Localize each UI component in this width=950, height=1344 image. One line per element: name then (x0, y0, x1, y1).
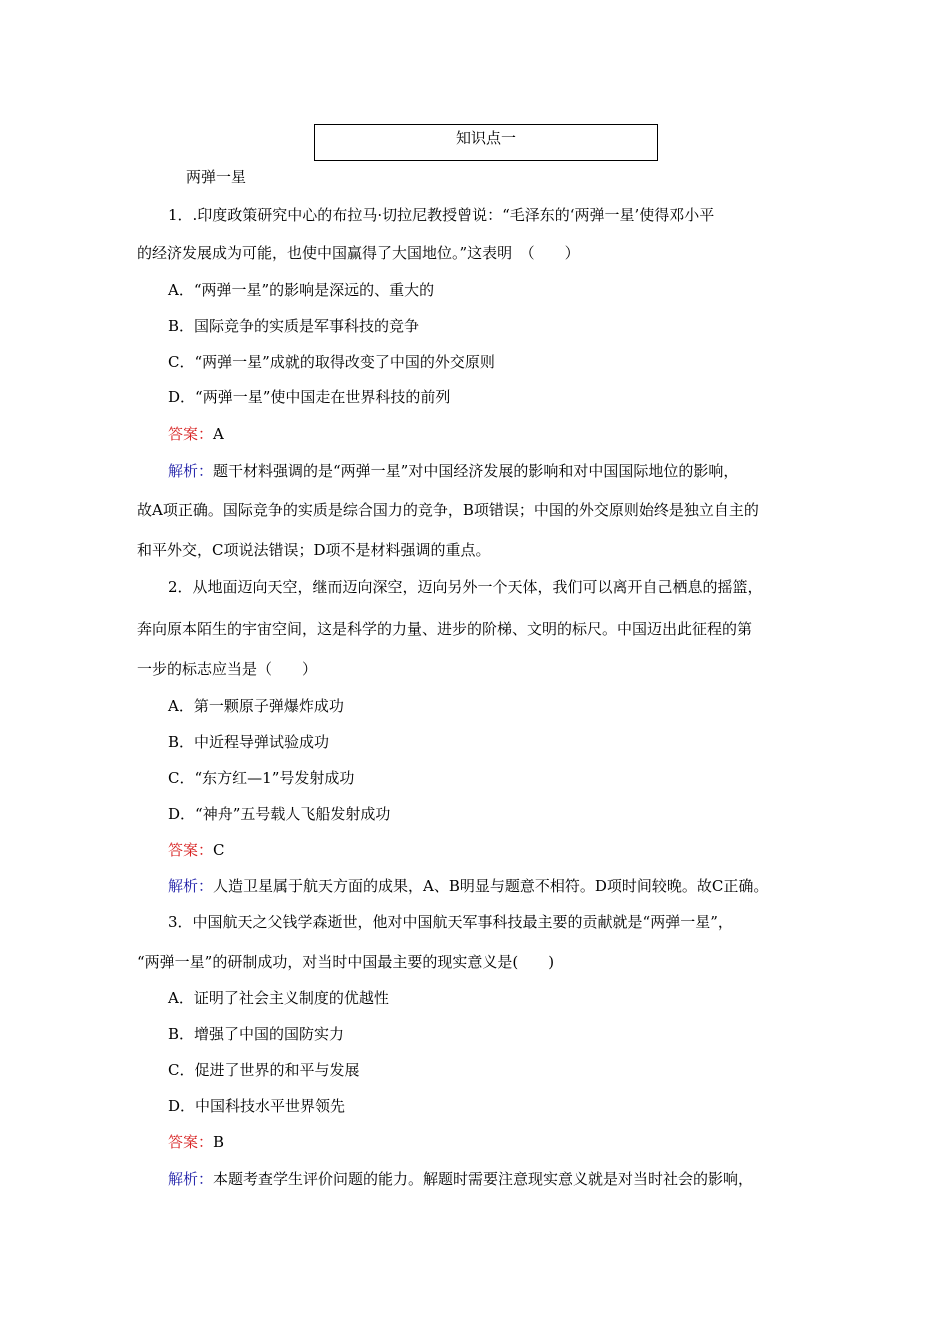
q2-answer-label: 答案： (168, 841, 214, 859)
q3-answer (168, 1132, 224, 1152)
q3-option-a: A．证明了社会主义制度的优越性 (168, 989, 389, 1007)
q1-answer-label: 答案： (168, 425, 214, 443)
q3-option-b: B．增强了中国的国防实力 (168, 1025, 345, 1043)
q3-option-c: C．促进了世界的和平与发展 (168, 1061, 360, 1079)
q2-analysis-label: 解析： (168, 877, 214, 895)
q3-stem-line-2: “两弹一星”的研制成功，对当时中国最主要的现实意义是( ) (137, 953, 555, 971)
knowledge-point-title: 知识点一 (455, 129, 516, 147)
q2-stem-line-3: 一步的标志应当是（ ） (137, 660, 318, 678)
q1-option-c: C．“两弹一星”成就的取得改变了中国的外交原则 (168, 353, 495, 371)
q1-answer (168, 424, 224, 444)
q1-analysis-label: 解析： (168, 462, 214, 480)
q1-stem-line-2: 的经济发展成为可能，也使中国赢得了大国地位。”这表明 （ ） (137, 244, 580, 262)
q2-option-c: C．“东方红—1”号发射成功 (168, 769, 355, 787)
q1-option-d: D．“两弹一星”使中国走在世界科技的前列 (168, 388, 451, 406)
q3-answer-label: 答案： (168, 1133, 214, 1151)
q2-stem-line-1: 2．从地面迈向天空，继而迈向深空，迈向另外一个天体，我们可以离开自己栖息的摇篮， (168, 578, 763, 596)
q3-answer-value: B (213, 1133, 225, 1151)
q2-answer-value: C (213, 841, 225, 859)
q3-analysis-line-1 (168, 1169, 753, 1189)
q2-option-d: D．“神舟”五号载人飞船发射成功 (168, 805, 391, 823)
q1-option-a: A．“两弹一星”的影响是深远的、重大的 (168, 281, 435, 299)
q1-analysis-line-2: 故A项正确。国际竞争的实质是综合国力的竞争，B项错误；中国的外交原则始终是独立自主的 (137, 501, 759, 519)
q2-answer (168, 840, 225, 860)
q1-option-b: B．国际竞争的实质是军事科技的竞争 (168, 317, 420, 335)
q1-analysis-line-1 (168, 461, 738, 481)
q1-answer-value: A (213, 425, 224, 443)
knowledge-point-title-box (314, 124, 658, 161)
q3-analysis-label: 解析： (168, 1170, 214, 1188)
q2-option-b: B．中近程导弹试验成功 (168, 733, 330, 751)
q2-analysis-text-1: 人造卫星属于航天方面的成果，A、B明显与题意不相符。D项时间较晚。故C正确。 (213, 877, 769, 895)
q1-analysis-line-3: 和平外交，C项说法错误；D项不是材料强调的重点。 (137, 541, 491, 559)
section-title: 两弹一星 (186, 168, 247, 186)
q2-option-a: A．第一颗原子弹爆炸成功 (168, 697, 344, 715)
q3-option-d: D．中国科技水平世界领先 (168, 1097, 346, 1115)
q1-stem-line-1: 1．.印度政策研究中心的布拉马·切拉尼教授曾说：“毛泽东的‘两弹一星’使得邓小平 (168, 206, 715, 224)
q3-analysis-text-1: 本题考查学生评价问题的能力。解题时需要注意现实意义就是对当时社会的影响， (213, 1170, 754, 1188)
q2-analysis-line-1 (168, 876, 768, 896)
q2-stem-line-2: 奔向原本陌生的宇宙空间，这是科学的力量、进步的阶梯、文明的标尺。中国迈出此征程的第 (137, 620, 753, 638)
q3-stem-line-1: 3．中国航天之父钱学森逝世，他对中国航天军事科技最主要的贡献就是“两弹一星”， (168, 913, 733, 931)
q1-analysis-text-1: 题干材料强调的是“两弹一星”对中国经济发展的影响和对中国国际地位的影响， (213, 462, 739, 480)
